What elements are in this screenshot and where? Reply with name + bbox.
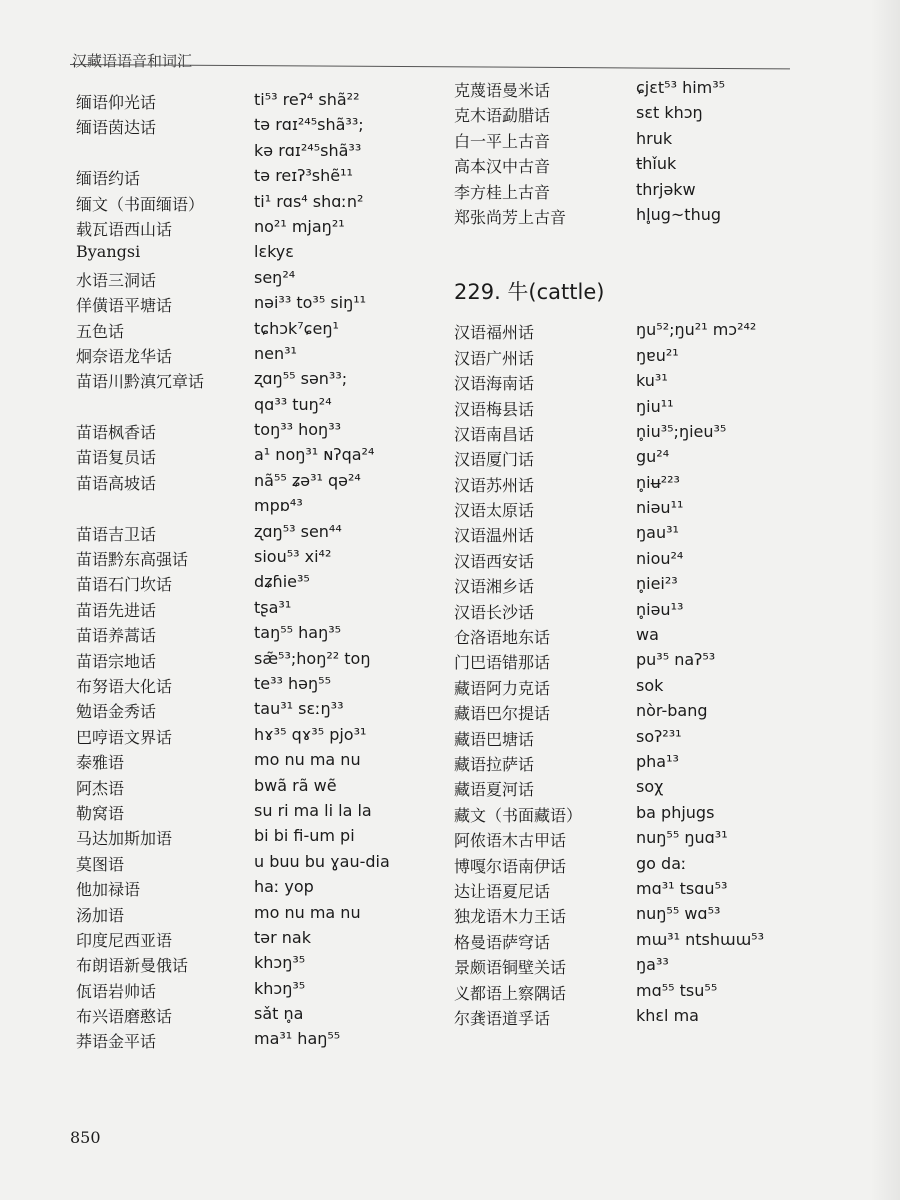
transcription: dʑɦie³⁵	[254, 572, 310, 592]
entry-row	[76, 750, 436, 775]
left-column	[76, 90, 436, 1055]
section-title: 229. 牛(cattle)	[454, 280, 605, 305]
entry-row	[76, 699, 436, 724]
entry-row	[76, 420, 436, 445]
transcription: toŋ³³ hoŋ³³	[254, 420, 342, 440]
transcription: tau³¹ sɛːŋ³³	[254, 699, 344, 719]
transcription: khɔŋ³⁵	[254, 978, 306, 998]
language-name: 苗语复员话	[76, 448, 157, 468]
entry-row	[454, 955, 814, 980]
transcription: kə rɑɪ²⁴⁵shã³³	[254, 140, 362, 160]
language-name: 缅语仰光话	[76, 93, 157, 112]
transcription: soʔ²³¹	[636, 726, 682, 746]
language-name: 藏文（书面藏语）	[454, 805, 583, 825]
language-name: 莽语金平话	[76, 1032, 157, 1052]
language-name: 格曼语萨穹话	[454, 932, 551, 952]
entry-row	[76, 776, 436, 801]
transcription: ŧhǐuk	[636, 154, 677, 174]
transcription: go daː	[636, 853, 687, 873]
transcription: n̥iei²³	[636, 574, 678, 594]
language-name: 炯奈语龙华话	[76, 346, 173, 366]
entry-row	[76, 522, 436, 547]
transcription: tɕhɔk⁷ɕeŋ¹	[254, 318, 339, 338]
entry-row	[454, 371, 814, 396]
language-name: 马达加斯加语	[76, 829, 173, 849]
transcription: sok	[636, 675, 664, 695]
entry-row	[454, 523, 814, 548]
entry-row	[454, 103, 814, 128]
entry-row	[76, 115, 436, 140]
language-name: 苗语枫香话	[76, 423, 157, 443]
entry-row	[76, 928, 436, 953]
transcription: mo nu ma nu	[254, 750, 361, 770]
entry-row	[76, 319, 436, 344]
language-name: 白一平上古音	[454, 131, 551, 151]
entry-row	[454, 981, 814, 1006]
transcription: qɑ³³ tuŋ²⁴	[254, 394, 332, 414]
transcription: mɑ⁵⁵ tsu⁵⁵	[636, 980, 718, 1000]
language-name: 尔龚语道孚话	[454, 1008, 551, 1028]
transcription: thrjəkw	[636, 179, 696, 199]
entry-row	[454, 422, 814, 447]
entry-row	[454, 129, 814, 154]
entry-row	[76, 979, 436, 1004]
entry-row	[76, 903, 436, 928]
transcription: ŋau³¹	[636, 523, 679, 543]
right-top-entries	[454, 78, 814, 230]
language-name: 载瓦语西山话	[76, 219, 173, 239]
transcription: ma³¹ haŋ⁵⁵	[254, 1029, 341, 1049]
entry-row	[76, 852, 436, 877]
transcription: hruk	[636, 128, 673, 148]
transcription: bi bi fi-um pi	[254, 826, 355, 846]
transcription: sǎt n̥a	[254, 1004, 304, 1024]
transcription: ba phjugs	[636, 802, 715, 822]
entry-row	[454, 803, 814, 828]
transcription: hl̥ug~thug	[636, 204, 721, 224]
entry-row	[454, 397, 814, 422]
language-name: 苗语养蒿话	[76, 626, 157, 646]
language-name: 藏语巴塘话	[454, 729, 535, 749]
transcription: siou⁵³ xi⁴²	[254, 547, 332, 567]
entry-row	[76, 496, 436, 521]
language-name: 苗语先进话	[76, 600, 157, 620]
language-name: 苗语吉卫话	[76, 524, 157, 544]
entry-row	[76, 90, 436, 115]
transcription: u buu bu ɣau-dia	[254, 851, 390, 871]
entry-row	[76, 268, 436, 293]
entry-row	[76, 293, 436, 318]
language-name: 布努语大化话	[76, 676, 173, 696]
transcription: mpɒ⁴³	[254, 496, 303, 516]
transcription: gu²⁴	[636, 447, 670, 467]
language-name: 印度尼西亚语	[76, 930, 173, 950]
entry-row	[76, 649, 436, 674]
language-name: 勒窝语	[76, 803, 125, 823]
entry-row	[454, 650, 814, 675]
transcription: nòr-bang	[636, 701, 708, 721]
transcription: mɯ³¹ ntshɯɯ⁵³	[636, 929, 764, 949]
entry-row	[76, 877, 436, 902]
language-name: 勉语金秀话	[76, 702, 157, 722]
transcription: niəu¹¹	[636, 498, 684, 518]
entry-row	[76, 801, 436, 826]
transcription: nuŋ⁵⁵ ŋuɑ³¹	[636, 828, 728, 848]
transcription: ti⁵³ reʔ⁴ shã²²	[254, 90, 360, 109]
entry-row	[454, 78, 814, 103]
transcription: nã⁵⁵ ʑə³¹ qə²⁴	[254, 470, 361, 490]
transcription: te³³ həŋ⁵⁵	[254, 673, 331, 693]
transcription: khɔŋ³⁵	[254, 953, 306, 973]
transcription: no²¹ mjaŋ²¹	[254, 216, 345, 236]
entry-row	[454, 879, 814, 904]
transcription: taŋ⁵⁵ haŋ³⁵	[254, 623, 342, 643]
entry-row	[454, 600, 814, 625]
language-name: 汤加语	[76, 905, 125, 925]
language-name: 门巴语错那话	[454, 653, 551, 673]
transcription: ti¹ rɑs⁴ shɑːn²	[254, 191, 364, 211]
transcription: ɕjɛt⁵³ him³⁵	[636, 78, 726, 97]
page-number: 850	[70, 1128, 101, 1147]
language-name: Byangsi	[76, 242, 141, 262]
transcription: haː yop	[254, 877, 314, 897]
entry-row	[454, 498, 814, 523]
language-name: 达让语夏尼话	[454, 881, 551, 901]
language-name: 高本汉中古音	[454, 157, 551, 177]
language-name: 布兴语磨憨话	[76, 1007, 173, 1027]
language-name: 缅语茵达话	[76, 118, 157, 138]
transcription: ŋu⁵²;ŋu²¹ mɔ²⁴²	[636, 320, 757, 340]
entry-row	[454, 828, 814, 853]
entry-row	[76, 192, 436, 217]
language-name: 藏语巴尔提话	[454, 704, 551, 724]
entry-row	[76, 826, 436, 851]
entry-row	[454, 727, 814, 752]
transcription: nen³¹	[254, 343, 297, 363]
entry-row	[454, 854, 814, 879]
transcription: ʐɑŋ⁵³ sen⁴⁴	[254, 521, 342, 541]
language-name: 巴哼语文界话	[76, 727, 173, 747]
entry-row	[454, 904, 814, 929]
transcription: tər nak	[254, 927, 311, 947]
language-name: 汉语温州话	[454, 526, 535, 546]
transcription: n̥iəu¹³	[636, 599, 684, 619]
language-name: 缅文（书面缅语）	[76, 194, 205, 214]
language-name: 他加禄语	[76, 880, 141, 900]
entry-row	[454, 320, 814, 345]
transcription: ku³¹	[636, 371, 668, 391]
language-name: 仓洛语地东话	[454, 628, 551, 648]
entry-row	[76, 725, 436, 750]
entry-row	[454, 154, 814, 179]
entry-row	[454, 180, 814, 205]
language-name: 水语三洞话	[76, 270, 157, 290]
language-name: 苗语高坡话	[76, 473, 157, 493]
transcription: bwã rã wẽ	[254, 775, 337, 795]
language-name: 博嘎尔语南伊话	[454, 856, 567, 876]
transcription: niou²⁴	[636, 548, 684, 568]
language-name: 汉语福州话	[454, 323, 535, 343]
transcription: mɑ³¹ tsɑu⁵³	[636, 878, 728, 898]
entry-row	[454, 930, 814, 955]
transcription: a¹ noŋ³¹ ɴʔqa²⁴	[254, 445, 375, 465]
transcription: pu³⁵ naʔ⁵³	[636, 650, 716, 670]
language-name: 藏语夏河话	[454, 780, 535, 800]
entry-row	[76, 598, 436, 623]
transcription: pha¹³	[636, 751, 679, 771]
language-name: 汉语海南话	[454, 374, 535, 394]
transcription: seŋ²⁴	[254, 267, 296, 287]
language-name: 独龙语木力王话	[454, 907, 567, 927]
language-name: 苗语黔东高强话	[76, 550, 189, 570]
transcription: khɛl ma	[636, 1005, 699, 1025]
transcription: tə rɑɪ²⁴⁵shã³³;	[254, 115, 364, 135]
transcription: lɛkyɛ	[254, 242, 294, 262]
transcription: mo nu ma nu	[254, 902, 361, 922]
language-name: 苗语石门坎话	[76, 575, 173, 595]
transcription: ŋɐu²¹	[636, 345, 679, 365]
transcription: tʂa³¹	[254, 597, 292, 617]
transcription: ŋiu¹¹	[636, 396, 674, 416]
language-name: 景颇语铜壁关话	[454, 958, 567, 978]
entry-row	[454, 205, 814, 230]
entry-row	[76, 141, 436, 166]
language-name: 克木语勐腊话	[454, 106, 551, 126]
entry-row	[76, 953, 436, 978]
language-name: 郑张尚芳上古音	[454, 207, 567, 227]
language-name: 佤语岩帅话	[76, 981, 157, 1001]
entry-row	[454, 625, 814, 650]
language-name: 藏语拉萨话	[454, 754, 535, 774]
language-name: 五色话	[76, 321, 125, 341]
language-name: 阿侬语木古甲话	[454, 831, 567, 851]
language-name: 汉语西安话	[454, 551, 535, 571]
language-name: 汉语南昌话	[454, 424, 535, 444]
transcription: nuŋ⁵⁵ wɑ⁵³	[636, 904, 721, 924]
transcription: hɤ³⁵ qɤ³⁵ pjo³¹	[254, 724, 367, 744]
transcription: wa	[636, 625, 659, 645]
entry-row	[454, 676, 814, 701]
language-name: 汉语广州话	[454, 348, 535, 368]
running-header: 汉藏语语音和词汇	[72, 52, 193, 70]
entry-row	[76, 217, 436, 242]
entry-row	[76, 445, 436, 470]
entry-row	[454, 473, 814, 498]
language-name: 汉语湘乡话	[454, 577, 535, 597]
language-name: 克蔑语曼米话	[454, 81, 551, 100]
section-entries	[454, 320, 814, 1031]
entry-row	[454, 777, 814, 802]
language-name: 汉语太原话	[454, 501, 535, 521]
transcription: sɛt khɔŋ	[636, 103, 703, 123]
language-name: 义都语上察隅话	[454, 983, 567, 1003]
language-name: 阿杰语	[76, 778, 125, 798]
entry-row	[76, 166, 436, 191]
entry-row	[454, 701, 814, 726]
transcription: soχ	[636, 777, 664, 797]
language-name: 汉语苏州话	[454, 475, 535, 495]
entry-row	[76, 242, 436, 267]
language-name: 汉语长沙话	[454, 602, 535, 622]
language-name: 佯僙语平塘话	[76, 296, 173, 316]
entry-row	[454, 752, 814, 777]
language-name: 苗语宗地话	[76, 651, 157, 671]
entry-row	[76, 344, 436, 369]
language-name: 缅语约话	[76, 169, 141, 189]
language-name: 布朗语新曼俄话	[76, 956, 189, 976]
transcription: ʐɑŋ⁵⁵ sən³³;	[254, 369, 348, 389]
entry-row	[454, 549, 814, 574]
transcription: su ri ma li la la	[254, 800, 372, 820]
language-name: 莫图语	[76, 854, 125, 874]
entry-row	[76, 1029, 436, 1054]
entry-row	[76, 369, 436, 394]
entry-row	[76, 572, 436, 597]
right-column	[454, 78, 814, 1031]
transcription: n̥iu³⁵;ŋieu³⁵	[636, 421, 727, 441]
transcription: tə reɪʔ³shẽ¹¹	[254, 166, 353, 186]
entry-row	[454, 346, 814, 371]
page-shadow	[870, 0, 900, 1200]
language-name: 汉语梅县话	[454, 399, 535, 419]
transcription: sæ̃⁵³;hoŋ²² toŋ	[254, 648, 371, 668]
entry-row	[454, 574, 814, 599]
entry-row	[454, 447, 814, 472]
entry-row	[76, 547, 436, 572]
entry-row	[454, 1006, 814, 1031]
language-name: 藏语阿力克话	[454, 678, 551, 698]
entry-row	[76, 1004, 436, 1029]
transcription: nəi³³ to³⁵ siŋ¹¹	[254, 293, 367, 313]
entry-row	[76, 623, 436, 648]
transcription: ŋa³³	[636, 955, 669, 975]
language-name: 苗语川黔滇冗章话	[76, 372, 205, 392]
entry-row	[76, 674, 436, 699]
entry-row	[76, 471, 436, 496]
transcription: n̥iʉ²²³	[636, 472, 680, 492]
language-name: 泰雅语	[76, 753, 125, 773]
language-name: 李方桂上古音	[454, 182, 551, 202]
language-name: 汉语厦门话	[454, 450, 535, 470]
entry-row	[76, 395, 436, 420]
